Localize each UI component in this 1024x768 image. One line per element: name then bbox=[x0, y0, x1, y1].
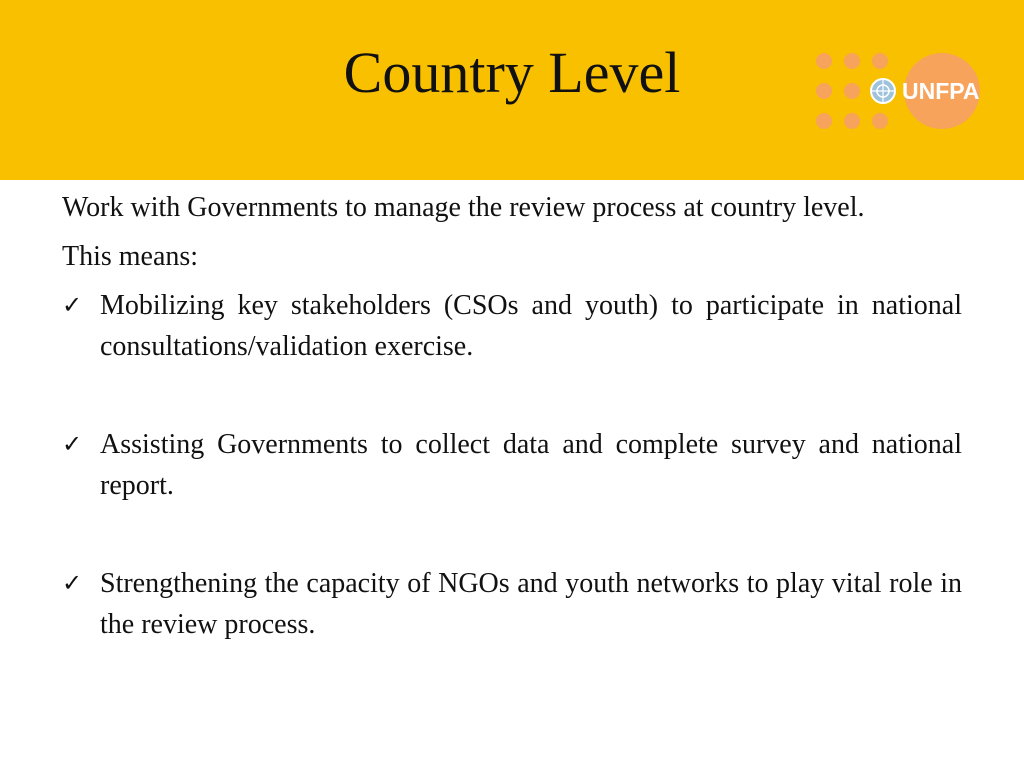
logo-text: UNFPA bbox=[902, 78, 980, 104]
check-icon: ✓ bbox=[62, 569, 83, 597]
bullet-text: Strengthening the capacity of NGOs and youth networks to play vital role in the review process. bbox=[100, 568, 962, 640]
list-item bbox=[62, 563, 962, 645]
bullet-text: Assisting Governments to collect data and complete survey and national report. bbox=[100, 429, 962, 501]
un-emblem-icon bbox=[871, 79, 895, 103]
intro-paragraph: Work with Governments to manage the review process at country level. bbox=[62, 192, 865, 223]
bullet-text: Mobilizing key stakeholders (CSOs and youth) to participate in national consultations/validation exercise. bbox=[100, 290, 962, 362]
check-icon: ✓ bbox=[62, 291, 83, 319]
bullet-list bbox=[62, 285, 962, 645]
slide-body bbox=[62, 187, 962, 702]
check-icon: ✓ bbox=[62, 430, 83, 458]
list-item bbox=[62, 424, 962, 506]
header-band bbox=[0, 0, 1024, 180]
list-item bbox=[62, 285, 962, 367]
means-label: This means: bbox=[62, 241, 199, 272]
slide-title: Country Level bbox=[343, 40, 681, 105]
unfpa-logo bbox=[808, 46, 984, 138]
